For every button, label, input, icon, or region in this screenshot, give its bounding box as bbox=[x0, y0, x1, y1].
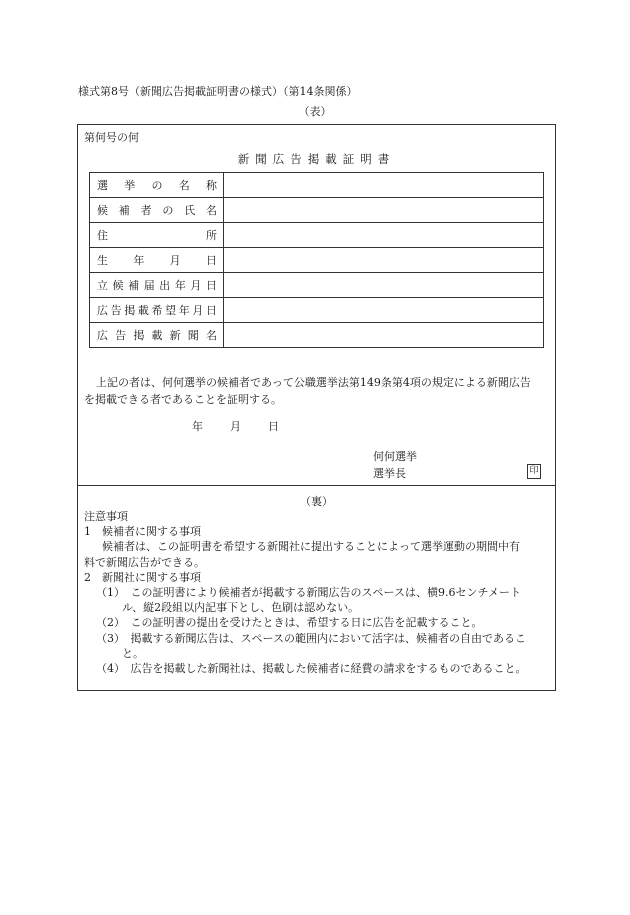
item-3-line-2: と。 bbox=[122, 646, 144, 660]
table-row bbox=[90, 273, 544, 298]
notes-title: 注意事項 bbox=[84, 510, 128, 523]
item-1-line-1: （1） この証明書により候補者が掲載する新聞広告のスペースは、横9.6センチメート bbox=[96, 586, 521, 600]
row-value bbox=[224, 298, 544, 323]
section-1-line-2: 料で新聞広告ができる。 bbox=[84, 555, 205, 569]
row-label-cell bbox=[90, 173, 224, 198]
item-1-line-2: ル、縦2段組以内記事下とし、色刷は認めない。 bbox=[122, 601, 360, 615]
info-table bbox=[89, 172, 544, 348]
row-label-cell bbox=[90, 323, 224, 348]
certification-line-2: を掲載できる者であることを証明する。 bbox=[84, 393, 282, 406]
row-label-cell bbox=[90, 223, 224, 248]
issuer-election: 何何選挙 bbox=[373, 450, 417, 463]
date-line bbox=[156, 418, 279, 434]
table-row bbox=[90, 248, 544, 273]
front-side-label: （表） bbox=[298, 105, 332, 118]
notes bbox=[84, 509, 554, 676]
seal-mark: 印 bbox=[527, 464, 541, 479]
front-section bbox=[77, 124, 556, 486]
row-value bbox=[224, 223, 544, 248]
row-value bbox=[224, 173, 544, 198]
row-value bbox=[224, 248, 544, 273]
table-row bbox=[90, 223, 544, 248]
date-month: 月 bbox=[230, 420, 241, 433]
row-label-cell bbox=[90, 273, 224, 298]
row-value bbox=[224, 323, 544, 348]
back-side-label: （裏） bbox=[300, 495, 333, 508]
row-label: 生 年 月 日 bbox=[97, 254, 217, 267]
form-title: 様式第8号（新聞広告掲載証明書の様式）（第14条関係） bbox=[78, 85, 358, 98]
row-label: 選 挙 の 名 称 bbox=[97, 179, 217, 192]
date-day: 日 bbox=[268, 420, 279, 433]
row-value bbox=[224, 198, 544, 223]
date-year: 年 bbox=[192, 420, 203, 433]
document-number: 第何号の何 bbox=[84, 131, 139, 144]
certification-line-1: 上記の者は、何何選挙の候補者であって公職選挙法第149条第4項の規定による新聞広告 bbox=[96, 376, 531, 389]
row-label: 広 告 掲 載 希 望 年 月 日 bbox=[97, 304, 217, 317]
row-label-cell bbox=[90, 298, 224, 323]
row-label: 候 補 者 の 氏 名 bbox=[97, 204, 217, 217]
section-1-title: 1 候補者に関する事項 bbox=[84, 525, 201, 539]
row-label: 住 所 bbox=[97, 229, 217, 242]
row-label-cell bbox=[90, 248, 224, 273]
table-row bbox=[90, 173, 544, 198]
certificate-title: 新聞広告掲載証明書 bbox=[237, 152, 396, 166]
issuer-title: 選挙長 bbox=[373, 467, 406, 480]
row-label: 立 候 補 届 出 年 月 日 bbox=[97, 279, 217, 292]
table-row bbox=[90, 323, 544, 348]
item-2: （2） この証明書の提出を受けたときは、希望する日に広告を記載すること。 bbox=[96, 616, 483, 630]
row-label: 広 告 掲 載 新 聞 名 bbox=[97, 329, 217, 342]
table-row bbox=[90, 298, 544, 323]
row-label-cell bbox=[90, 198, 224, 223]
section-2-title: 2 新聞社に関する事項 bbox=[84, 570, 201, 584]
back-section bbox=[77, 486, 556, 691]
item-3-line-1: （3） 掲載する新聞広告は、スペースの範囲内において活字は、候補者の自由であるこ bbox=[96, 631, 526, 645]
table-row bbox=[90, 198, 544, 223]
certification-text bbox=[78, 374, 557, 408]
section-1-line-1: 候補者は、この証明書を希望する新聞社に提出することによって選挙運動の期間中有 bbox=[102, 540, 520, 554]
item-4: （4） 広告を掲載した新聞社は、掲載した候補者に経費の請求をするものであること。 bbox=[96, 662, 527, 676]
row-value bbox=[224, 273, 544, 298]
